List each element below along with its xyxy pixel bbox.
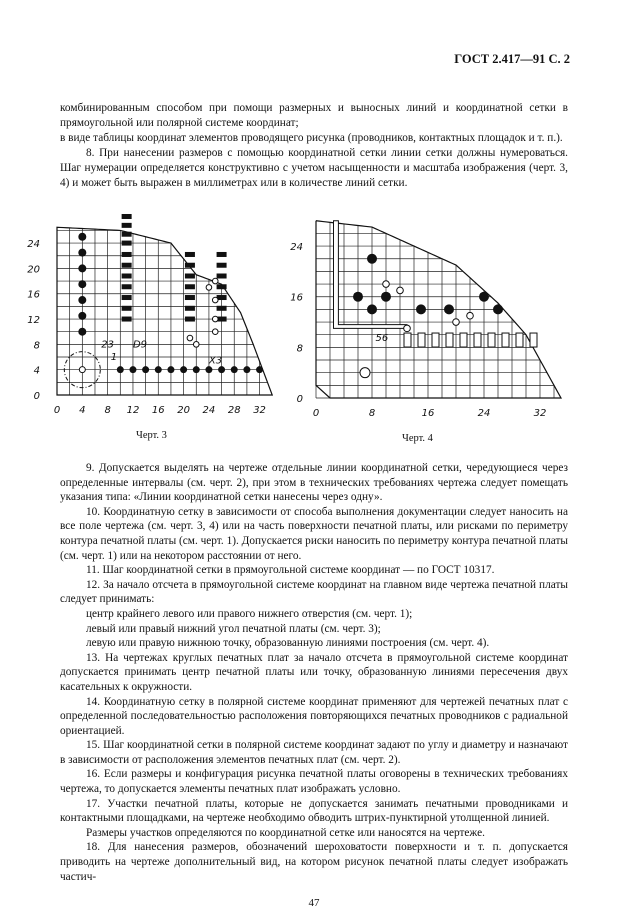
paragraph: в виде таблицы координат элементов проводящего рисунка (проводников, контактных площадок и т. п.).	[60, 132, 563, 144]
paragraph: 16. Если размеры и конфигурация рисунка печатной платы оговорены в технических требованиях чертежа, то допускается элементы печатных плат изображать условно.	[60, 768, 568, 796]
ic-pin	[185, 306, 195, 311]
pad-rect	[460, 333, 467, 347]
x-tick-label: 32	[253, 405, 266, 416]
ic-pin	[217, 263, 227, 268]
ic-pin	[217, 306, 227, 311]
component-label: 56	[375, 333, 389, 345]
pad	[79, 312, 86, 319]
paragraph: 9. Допускается выделять на чертеже отдельные линии координатной сетки, чередующиеся через определенные интервалы (см. черт. 2), при этом в технических требованиях чертежа следует помещать указания типа: «Линии координатной сетки нанесены через одну».	[60, 462, 568, 504]
pad	[381, 292, 391, 302]
pad	[243, 366, 250, 373]
page-number: 47	[308, 897, 320, 910]
paragraph: центр крайнего левого или правого нижнего отверстия (см. черт. 1);	[86, 607, 413, 620]
pad-rect	[530, 333, 537, 347]
pad	[353, 292, 363, 302]
paragraph: 8. При нанесении размеров с помощью координатной сетки линии сетки должны нумероваться. Шаг нумерации определяется конструктивно с учетом насыщенности и масштаба изображения (черт. 3, 4) и может быть выражен в миллиметрах или в количестве линий сетки.	[60, 147, 568, 189]
via	[383, 281, 390, 288]
x-tick-label: 8	[104, 405, 111, 416]
via	[212, 278, 218, 284]
pad	[79, 281, 86, 288]
via	[212, 329, 218, 335]
via	[212, 316, 218, 322]
paragraph: 13. На чертежах круглых печатных плат за начало отсчета в прямоугольной системе координат допускается принимать центр печатной платы или точку, образованную линиями пересечения двух касательных к окружности.	[60, 651, 568, 693]
component-label: D9	[132, 339, 148, 351]
ic-pin	[217, 273, 227, 278]
ic-pin	[185, 317, 195, 322]
pad	[142, 366, 149, 373]
ic-pin	[122, 284, 132, 289]
pad	[367, 254, 377, 264]
paragraph: 10. Координатную сетку в зависимости от способа выполнения документации следует наносить на все поле чертежа (см. черт. 3, 4) или на часть поверхности печатной платы, или рисками по периметру контура печатной платы (см. черт. 1). Допускается риски наносить по периметру контура печатной платы (см. черт. 1) или на некотором расстоянии от него.	[60, 505, 568, 562]
ic-pin	[122, 273, 132, 278]
pad	[231, 366, 238, 373]
pad-rect	[488, 333, 495, 347]
pad	[367, 304, 377, 314]
pad	[193, 366, 200, 373]
pad	[155, 366, 162, 373]
via	[397, 287, 404, 294]
pad	[479, 292, 489, 302]
x-tick-label: 4	[79, 405, 86, 416]
pad	[444, 304, 454, 314]
pad	[79, 328, 86, 335]
ic-pin	[122, 306, 132, 311]
pad-rect	[516, 333, 523, 347]
pad	[256, 366, 263, 373]
via	[206, 285, 212, 291]
paragraph: 15. Шаг координатной сетки в полярной системе координат задают по углу и диаметру и назначают в зависимости от расположения элементов печатных плат (см. черт. 2).	[60, 739, 568, 766]
y-tick-label: 8	[33, 340, 40, 352]
ic-pin	[217, 252, 227, 257]
x-tick-label: 24	[477, 408, 491, 419]
y-tick-label: 16	[27, 289, 40, 301]
x-tick-label: 28	[227, 405, 241, 416]
pad	[205, 366, 212, 373]
via	[193, 342, 199, 348]
y-tick-label: 4	[33, 365, 40, 377]
y-tick-label: 16	[290, 292, 303, 304]
ic-pin	[185, 252, 195, 257]
pad	[79, 233, 86, 240]
pad	[129, 366, 136, 373]
ic-pin	[122, 241, 132, 246]
pad	[180, 366, 187, 373]
x-tick-label: 24	[202, 405, 216, 416]
x-tick-label: 0	[53, 405, 61, 416]
x-tick-label: 20	[177, 405, 190, 416]
x-tick-label: 16	[151, 405, 165, 416]
figure-3-caption: Черт. 3	[136, 430, 167, 441]
paragraph: комбинированным способом при помощи размерных и выносных линий и координатной сетки в прямоугольной или полярной системе координат;	[60, 102, 568, 129]
y-tick-label: 20	[27, 264, 40, 276]
y-tick-label: 8	[296, 343, 303, 355]
y-tick-label: 0	[296, 394, 303, 405]
paragraph: 12. За начало отсчета в прямоугольной системе координат на главном виде чертежа печатной платы следует принимать:	[60, 578, 568, 606]
pad-rect	[446, 333, 453, 347]
paragraph: 11. Шаг координатной сетки в прямоугольной системе координат — по ГОСТ 10317.	[86, 564, 495, 577]
x-tick-label: 8	[368, 408, 376, 419]
y-tick-label: 24	[27, 239, 40, 251]
pad	[79, 297, 86, 304]
x-tick-label: 32	[533, 408, 547, 419]
pad-rect	[418, 333, 425, 347]
y-tick-label: 24	[290, 242, 303, 254]
document-header: ГОСТ 2.417—91 С. 2	[454, 52, 570, 66]
pad-rect	[474, 333, 481, 347]
pad	[79, 249, 86, 256]
ic-pin	[122, 252, 132, 257]
component-label: X3	[208, 355, 223, 367]
x-tick-label: 16	[421, 408, 435, 419]
ic-pin	[185, 273, 195, 278]
paragraph: левый или правый нижний угол печатной платы (см. черт. 3);	[86, 622, 381, 635]
paragraph: 17. Участки печатной платы, которые не допускается занимать печатными проводниками и контактными площадками, на чертеже необходимо обводить штрих-пунктирной утолщенной линией.	[60, 797, 568, 825]
paragraph: 18. Для нанесения размеров, обозначений шероховатости поверхности и т. п. допускается приводить на чертеже дополнительный вид, на котором рисунок печатной платы следует изображать частич-	[60, 841, 568, 883]
pad	[493, 304, 503, 314]
pad-rect	[404, 333, 411, 347]
component-label: 23	[101, 339, 115, 351]
pad	[79, 265, 86, 272]
figure-4-drawing	[290, 221, 561, 419]
x-tick-label: 12	[126, 405, 140, 416]
via	[453, 319, 460, 326]
ic-pin	[217, 284, 227, 289]
via	[212, 297, 218, 303]
ic-pin	[185, 284, 195, 289]
figure-3-drawing	[27, 214, 272, 416]
ic-pin	[122, 223, 132, 228]
ic-pin	[122, 295, 132, 300]
ic-pin	[122, 214, 132, 219]
pad-rect	[502, 333, 509, 347]
ic-pin	[122, 232, 132, 237]
figures	[0, 0, 630, 450]
via	[187, 335, 193, 341]
pad	[416, 304, 426, 314]
ic-pin	[122, 317, 132, 322]
mounting-hole	[79, 367, 85, 373]
via	[467, 312, 474, 319]
ic-pin	[185, 263, 195, 268]
x-tick-label: 0	[312, 408, 320, 419]
text-block-bottom	[60, 461, 568, 911]
figure-4-caption: Черт. 4	[402, 433, 433, 444]
pad	[117, 366, 124, 373]
pad-rect	[432, 333, 439, 347]
component-label: 1	[110, 352, 118, 364]
origin-mark	[360, 368, 370, 378]
ic-pin	[185, 295, 195, 300]
y-tick-label: 0	[33, 391, 40, 402]
y-tick-label: 12	[27, 315, 40, 327]
pad	[218, 366, 225, 373]
paragraph: Размеры участков определяются по координатной сетке или наносятся на чертеже.	[86, 826, 485, 839]
paragraph: левую или правую нижнюю точку, образованную линиями построения (см. черт. 4).	[86, 637, 490, 650]
ic-pin	[122, 263, 132, 268]
paragraph: 14. Координатную сетку в полярной системе координат применяют для чертежей печатных плат с определенной последовательностью расположения повторяющихся печатных проводников с радиальной ориентацией.	[60, 695, 568, 737]
via	[404, 325, 411, 332]
pad	[167, 366, 174, 373]
